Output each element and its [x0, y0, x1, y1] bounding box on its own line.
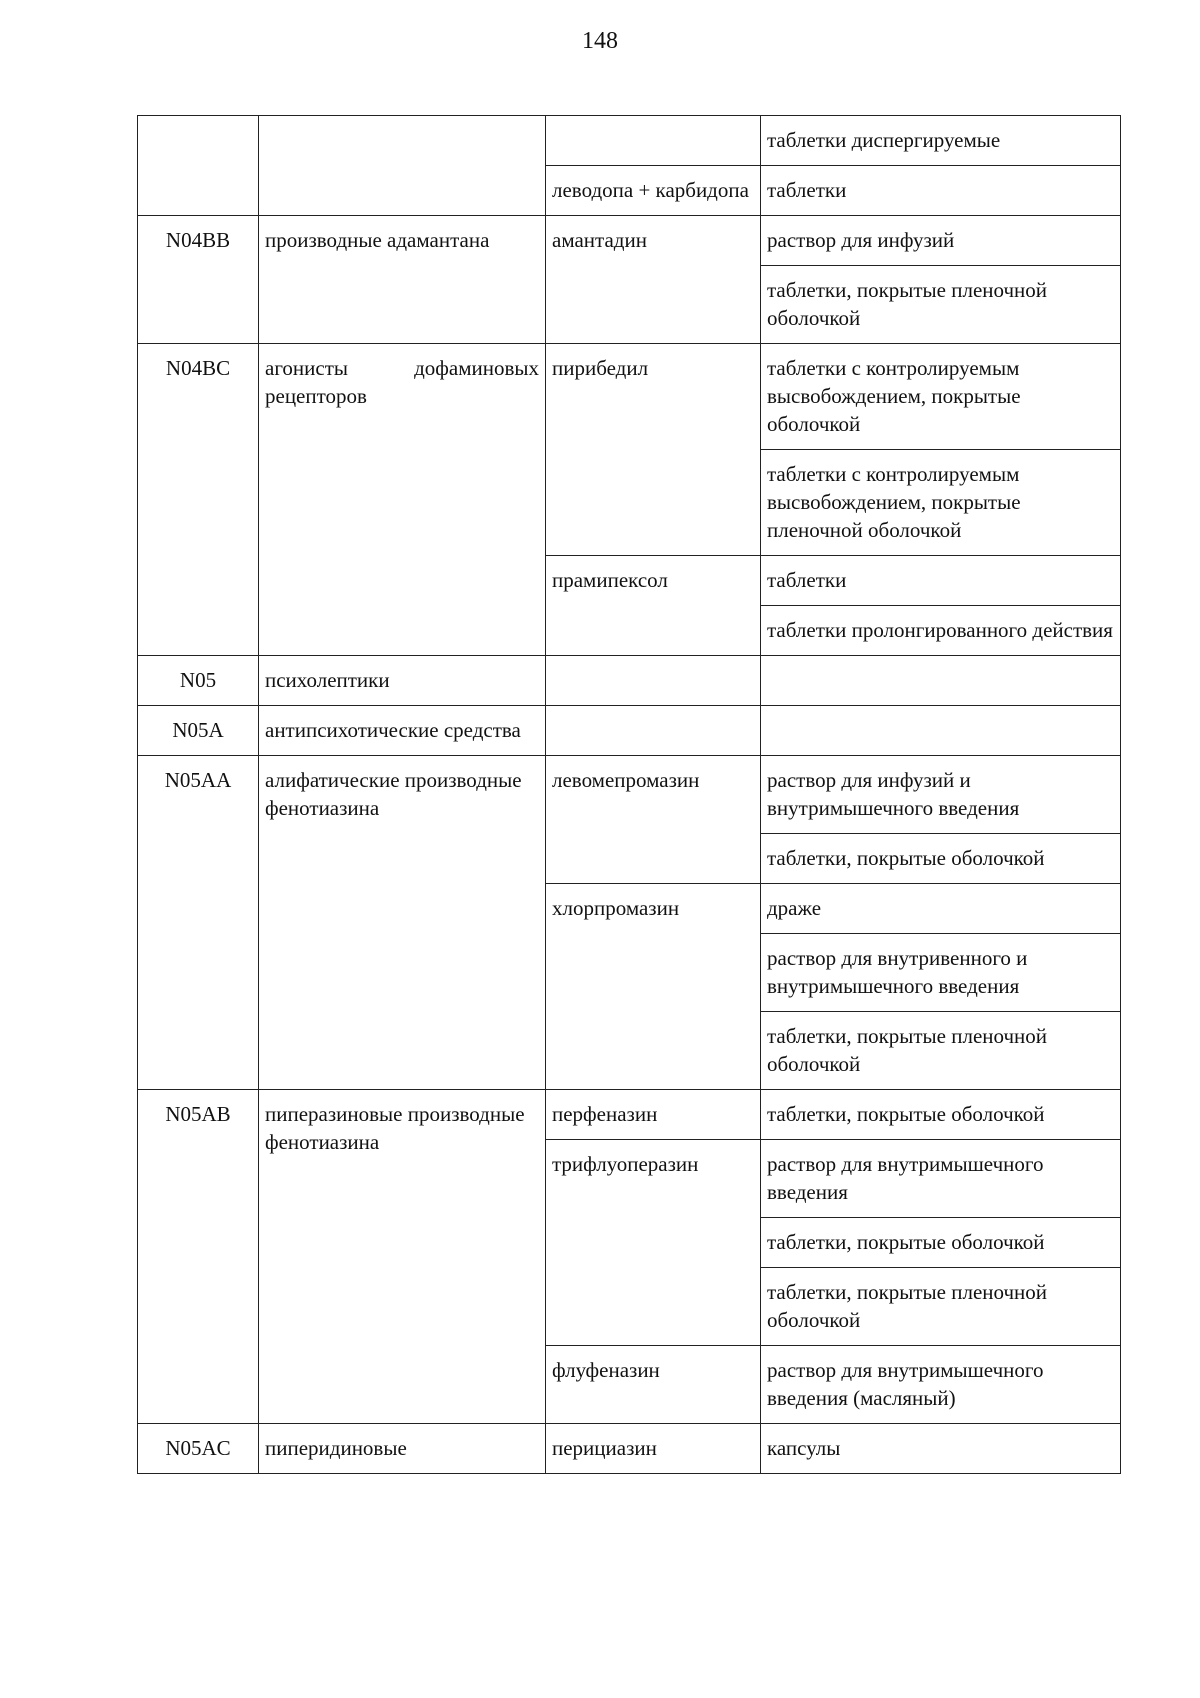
drug-cell	[546, 656, 761, 706]
drug-cell: флуфеназин	[546, 1346, 761, 1424]
code-cell: N04BB	[138, 216, 259, 344]
group-cell: агонисты дофаминовых рецепторов	[259, 344, 546, 656]
drug-cell: перициазин	[546, 1424, 761, 1474]
code-cell: N05	[138, 656, 259, 706]
drug-table	[137, 115, 1121, 1474]
form-cell: драже	[761, 884, 1121, 934]
form-cell: таблетки, покрытые оболочкой	[761, 1218, 1121, 1268]
form-cell: капсулы	[761, 1424, 1121, 1474]
table-row	[138, 344, 1121, 450]
table-row	[138, 216, 1121, 266]
form-cell: таблетки, покрытые оболочкой	[761, 834, 1121, 884]
code-cell: N05A	[138, 706, 259, 756]
form-cell: раствор для инфузий	[761, 216, 1121, 266]
code-cell: N04BC	[138, 344, 259, 656]
table-row	[138, 706, 1121, 756]
drug-cell: прамипексол	[546, 556, 761, 656]
drug-cell: амантадин	[546, 216, 761, 344]
drug-cell	[546, 116, 761, 166]
form-cell: раствор для внутримышечного введения	[761, 1140, 1121, 1218]
form-cell: таблетки с контролируемым высвобождением, покрытые оболочкой	[761, 344, 1121, 450]
drug-cell: пирибедил	[546, 344, 761, 556]
page-number: 148	[582, 28, 618, 54]
form-cell: таблетки, покрытые пленочной оболочкой	[761, 1012, 1121, 1090]
table-row	[138, 116, 1121, 166]
group-cell: антипсихотические средства	[259, 706, 546, 756]
form-cell: раствор для внутримышечного введения (масляный)	[761, 1346, 1121, 1424]
table-row	[138, 1424, 1121, 1474]
group-cell: пиперидиновые	[259, 1424, 546, 1474]
group-cell: психолептики	[259, 656, 546, 706]
group-cell: алифатические производные фенотиазина	[259, 756, 546, 1090]
form-cell	[761, 706, 1121, 756]
form-cell: раствор для внутривенного и внутримышечного введения	[761, 934, 1121, 1012]
drug-cell: хлорпромазин	[546, 884, 761, 1090]
form-cell: раствор для инфузий и внутримышечного введения	[761, 756, 1121, 834]
table-row	[138, 756, 1121, 834]
code-cell: N05AC	[138, 1424, 259, 1474]
form-cell: таблетки диспергируемые	[761, 116, 1121, 166]
form-cell: таблетки, покрытые пленочной оболочкой	[761, 1268, 1121, 1346]
form-cell	[761, 656, 1121, 706]
group-cell	[259, 116, 546, 216]
form-cell: таблетки пролонгированного действия	[761, 606, 1121, 656]
form-cell: таблетки с контролируемым высвобождением, покрытые пленочной оболочкой	[761, 450, 1121, 556]
group-cell: пиперазиновые производные фенотиазина	[259, 1090, 546, 1424]
form-cell: таблетки	[761, 166, 1121, 216]
code-cell: N05AB	[138, 1090, 259, 1424]
drug-cell: трифлуоперазин	[546, 1140, 761, 1346]
group-cell: производные адамантана	[259, 216, 546, 344]
drug-cell: леводопа + карбидопа	[546, 166, 761, 216]
drug-cell: перфеназин	[546, 1090, 761, 1140]
form-cell: таблетки, покрытые пленочной оболочкой	[761, 266, 1121, 344]
form-cell: таблетки	[761, 556, 1121, 606]
drug-cell	[546, 706, 761, 756]
drug-cell: левомепромазин	[546, 756, 761, 884]
table-row	[138, 1090, 1121, 1140]
code-cell	[138, 116, 259, 216]
table-row	[138, 656, 1121, 706]
code-cell: N05AA	[138, 756, 259, 1090]
form-cell: таблетки, покрытые оболочкой	[761, 1090, 1121, 1140]
